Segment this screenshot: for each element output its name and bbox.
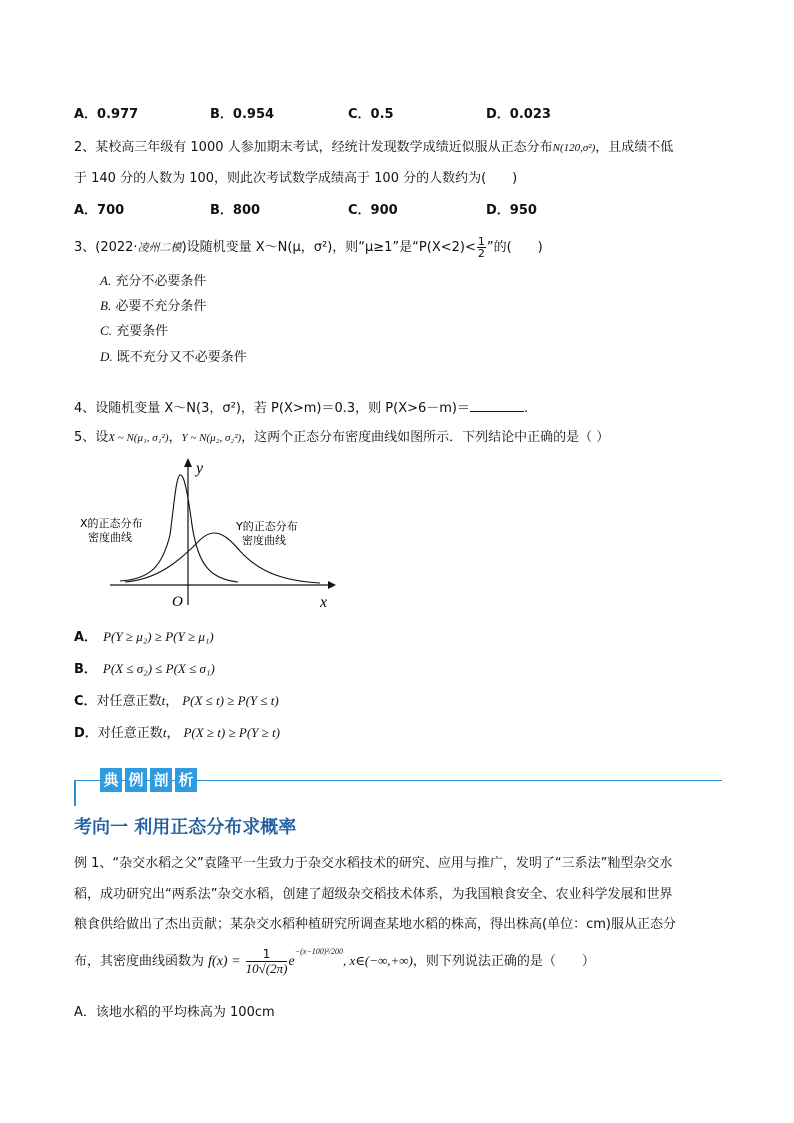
q5-y-distribution: Y ~ N(μ₂, σ₂²) <box>181 432 242 444</box>
q3-stem-c: ”的( ) <box>486 240 543 255</box>
q3-option-c-label: C. <box>100 323 112 338</box>
density-function-lhs: f(x) = <box>208 954 241 969</box>
q2-stem-line1 <box>74 136 673 155</box>
x-curve-label-1: X的正态分布 <box>80 517 143 530</box>
y-axis-arrow <box>184 458 192 467</box>
q3-option-d-text: 既不充分又不必要条件 <box>116 350 247 365</box>
q1-option-b: B．0.954 <box>210 107 275 122</box>
q4-answer-blank[interactable] <box>470 399 524 412</box>
y-curve-label-2: 密度曲线 <box>242 534 286 547</box>
density-function-fraction <box>246 948 288 975</box>
q2-text-end: ，且成绩不低 <box>595 140 674 155</box>
example1-line4-b: ，则下列说法正确的是（ ） <box>412 954 595 969</box>
q5-option-a-text: P(Y ≥ μ₂) ≥ P(Y ≥ μ₁) <box>103 629 214 644</box>
q2-text: 2、某校高三年级有 1000 人参加期末考试，经统计发现数学成绩近似服从正态分布 <box>74 140 553 155</box>
density-function-exponent: −(x−100)²/200 <box>294 946 343 956</box>
q4-stem <box>74 397 528 416</box>
density-function-domain: , x∈(−∞,+∞) <box>343 953 413 968</box>
q3-option-b-text: 必要不充分条件 <box>115 299 207 314</box>
section-title: 考向一 利用正态分布求概率 <box>74 817 297 838</box>
q5-separator: ， <box>168 430 182 445</box>
example1-line2: 稻，成功研究出“两系法”杂交水稻，创建了超级杂交稻技术体系，为我国粮食安全、农业科学发展和世界 <box>74 887 673 902</box>
q2-distribution: N(120,σ²) <box>552 142 596 154</box>
q1-option-d: D．0.023 <box>486 107 551 122</box>
q5-option-c-pre: 对任意正数 <box>96 694 162 709</box>
q3-stem-b: )设随机变量 X～N(μ，σ²)，则“μ≥1”是“P(X<2)< <box>181 240 476 255</box>
example1-line3: 粮食供给做出了杰出贡献；某杂交水稻种植研究所调查某地水稻的株高，得出株高(单位：cm)服从正态分 <box>74 917 676 932</box>
q5-option-c-var: t <box>161 693 166 708</box>
q3-option-b-label: B. <box>100 298 112 313</box>
density-frac-denominator: 10√(2π) <box>245 961 288 976</box>
example1-option-a: A．该地水稻的平均株高为 100cm <box>74 1005 275 1020</box>
banner-char-3: 剖 <box>150 768 172 792</box>
q3-stem <box>74 236 543 259</box>
q3-option-a-text: 充分不必要条件 <box>115 274 207 289</box>
q5-option-c-text: P(X ≤ t) ≥ P(Y ≤ t) <box>182 693 279 708</box>
q5-stem <box>74 426 609 445</box>
x-curve-label-2: 密度曲线 <box>88 531 132 544</box>
q5-x-distribution: X ~ N(μ₁, σ₁²) <box>108 432 169 444</box>
y-density-curve <box>125 533 320 583</box>
q3-source: 凌州二模 <box>137 241 182 254</box>
x-axis-arrow <box>328 581 336 589</box>
density-frac-numerator: 1 <box>246 948 288 962</box>
example1-line1: 例 1、“杂交水稻之父”袁隆平一生致力于杂交水稻技术的研究、应用与推广，发明了“三系法”籼型杂交水 <box>74 856 673 871</box>
q5-option-d: D．对任意正数t， P(X ≥ t) ≥ P(Y ≥ t) <box>74 725 280 741</box>
q4-text: 4、设随机变量 X～N(3，σ²)，若 P(X>m)＝0.3，则 P(X>6－m)＝ <box>74 401 470 416</box>
q2-option-d: D．950 <box>486 203 537 218</box>
q2-option-c: C．900 <box>348 203 398 218</box>
q5-option-d-label: D． <box>74 726 98 741</box>
example1-line4 <box>74 948 595 975</box>
q3-option-a <box>100 270 206 289</box>
normal-curves-figure <box>70 455 340 615</box>
q2-option-b: B．800 <box>210 203 261 218</box>
banner-char-2: 例 <box>125 768 147 792</box>
q5-option-c-label: C． <box>74 694 97 709</box>
q2-option-a: A．700 <box>74 203 125 218</box>
q3-option-c-text: 充要条件 <box>116 324 169 339</box>
y-curve-label-1: Y的正态分布 <box>236 520 298 533</box>
q5-option-a-label: A． <box>74 630 98 645</box>
q3-fraction <box>477 236 486 259</box>
q5-option-d-text: P(X ≥ t) ≥ P(Y ≥ t) <box>183 725 280 740</box>
q3-option-a-label: A. <box>100 273 112 288</box>
q5-option-d-var: t <box>162 725 167 740</box>
example1-line4-a: 布，其密度曲线函数为 <box>74 954 205 969</box>
q5-option-c: C．对任意正数t， P(X ≤ t) ≥ P(Y ≤ t) <box>74 693 279 709</box>
banner-left-tick <box>74 780 76 806</box>
q3-frac-denominator: 2 <box>477 247 485 260</box>
density-function-e: e <box>288 954 295 969</box>
q4-end: . <box>524 401 529 416</box>
q3-frac-numerator: 1 <box>477 235 485 248</box>
q3-option-d-label: D. <box>100 349 113 364</box>
q2-stem-line2: 于 140 分的人数为 100，则此次考试数学成绩高于 100 分的人数约为( ) <box>74 171 518 186</box>
q5-option-a <box>74 626 214 645</box>
q1-option-c: C．0.5 <box>348 107 394 122</box>
y-axis-label: y <box>196 460 204 477</box>
q5-option-b <box>74 658 215 677</box>
banner-char-4: 析 <box>175 768 197 792</box>
q5-prefix: 5、设 <box>74 430 109 445</box>
q5-text: ，这两个正态分布密度曲线如图所示．下列结论中正确的是（ ） <box>241 430 610 445</box>
q5-option-b-label: B． <box>74 662 97 677</box>
q3-stem-a: 3、(2022· <box>74 240 138 255</box>
q1-option-a: A．0.977 <box>74 107 139 122</box>
q5-option-b-text: P(X ≤ σ₂) ≤ P(X ≤ σ₁) <box>102 661 215 676</box>
q3-option-c <box>100 320 168 339</box>
q3-option-b <box>100 295 206 314</box>
q3-option-d <box>100 346 247 365</box>
q5-option-d-pre: 对任意正数 <box>97 726 163 741</box>
x-axis-label: x <box>320 594 328 611</box>
origin-label: O <box>172 594 183 610</box>
banner-char-1: 典 <box>100 768 122 792</box>
